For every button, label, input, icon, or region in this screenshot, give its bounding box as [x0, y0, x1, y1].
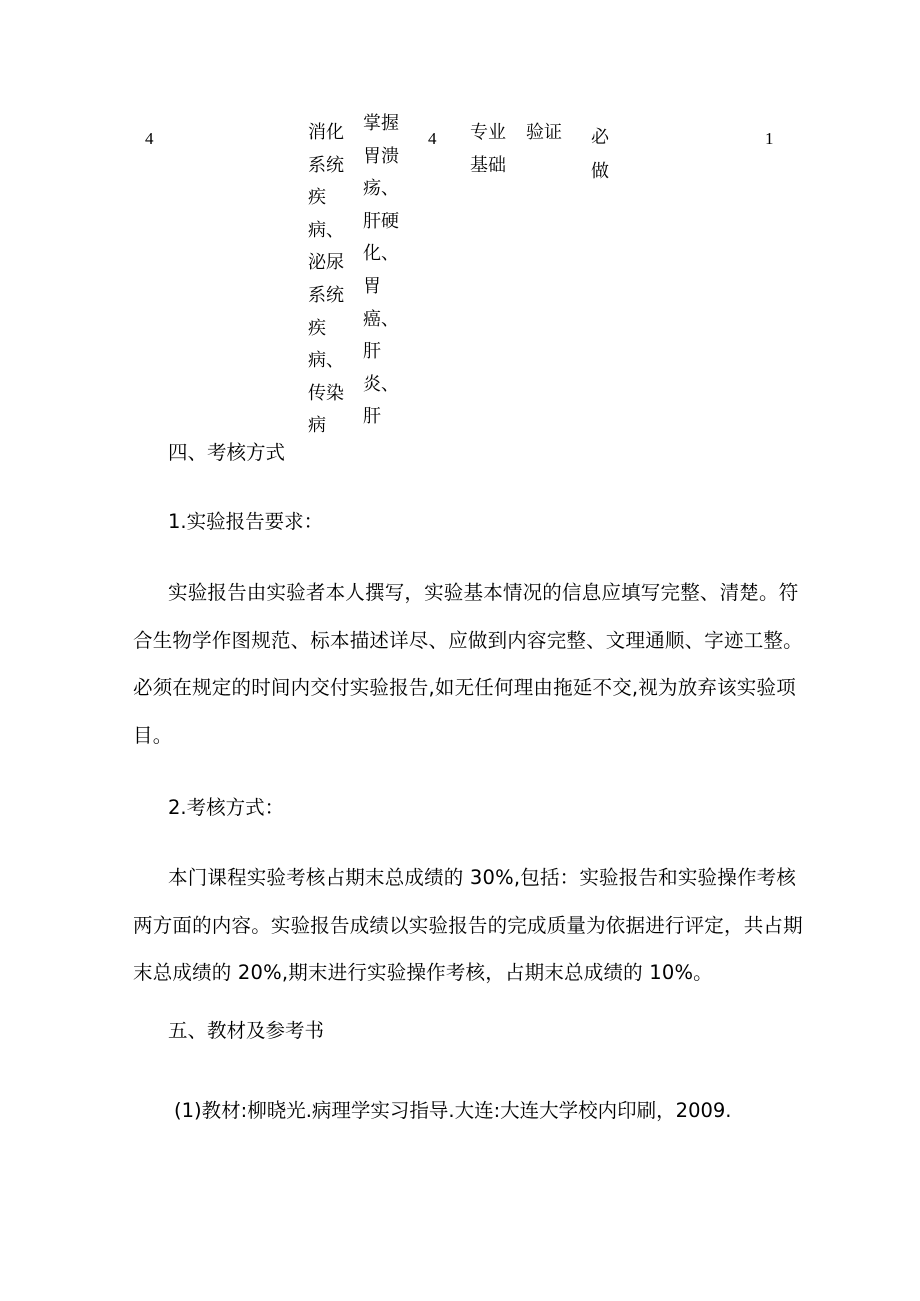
table-cell-experiment-name: 消化系统疾病、泌尿系统疾病、传染病	[308, 122, 344, 437]
table-cell-experiment-name-clip	[308, 117, 352, 437]
table-cell-hours: 4	[428, 129, 437, 148]
table-cell-content-clip	[363, 108, 409, 428]
section-4-sub2-paragraph: 本门课程实验考核占期末总成绩的 30%,包括：实验报告和实验操作考核两方面的内容。实验报告成绩以实验报告的完成质量为依据进行评定，共占期末总成绩的 20%,期末进行实验操作考核，占期末总成绩的 10%。	[133, 866, 803, 984]
section-4-sub1-title: 1.实验报告要求：	[168, 510, 324, 533]
table-cell-requirement: 必做	[591, 127, 609, 182]
section-4-sub2-title: 2.考核方式：	[168, 796, 285, 819]
reference-1: (1)教材:柳晓光.病理学实习指导.大连:大连大学校内印刷，2009.	[174, 1099, 732, 1122]
table-cell-type: 验证	[526, 122, 562, 143]
section-4-title: 四、考核方式	[168, 441, 286, 464]
table-cell-content: 掌握胃溃疡、肝硬化、胃癌、肝炎、肝	[363, 113, 399, 428]
section-5-title: 五、教材及参考书	[168, 1019, 325, 1042]
table-cell-category: 专业基础	[470, 122, 506, 176]
table-cell-index: 4	[145, 129, 154, 148]
section-4-sub1-paragraph: 实验报告由实验者本人撰写，实验基本情况的信息应填写完整、清楚。符合生物学作图规范、标本描述详尽、应做到内容完整、文理通顺、字迹工整。必须在规定的时间内交付实验报告,如无任何理由拖延不交,视为放弃该实验项目。	[133, 581, 803, 747]
table-cell-group-size: 1	[765, 129, 774, 148]
